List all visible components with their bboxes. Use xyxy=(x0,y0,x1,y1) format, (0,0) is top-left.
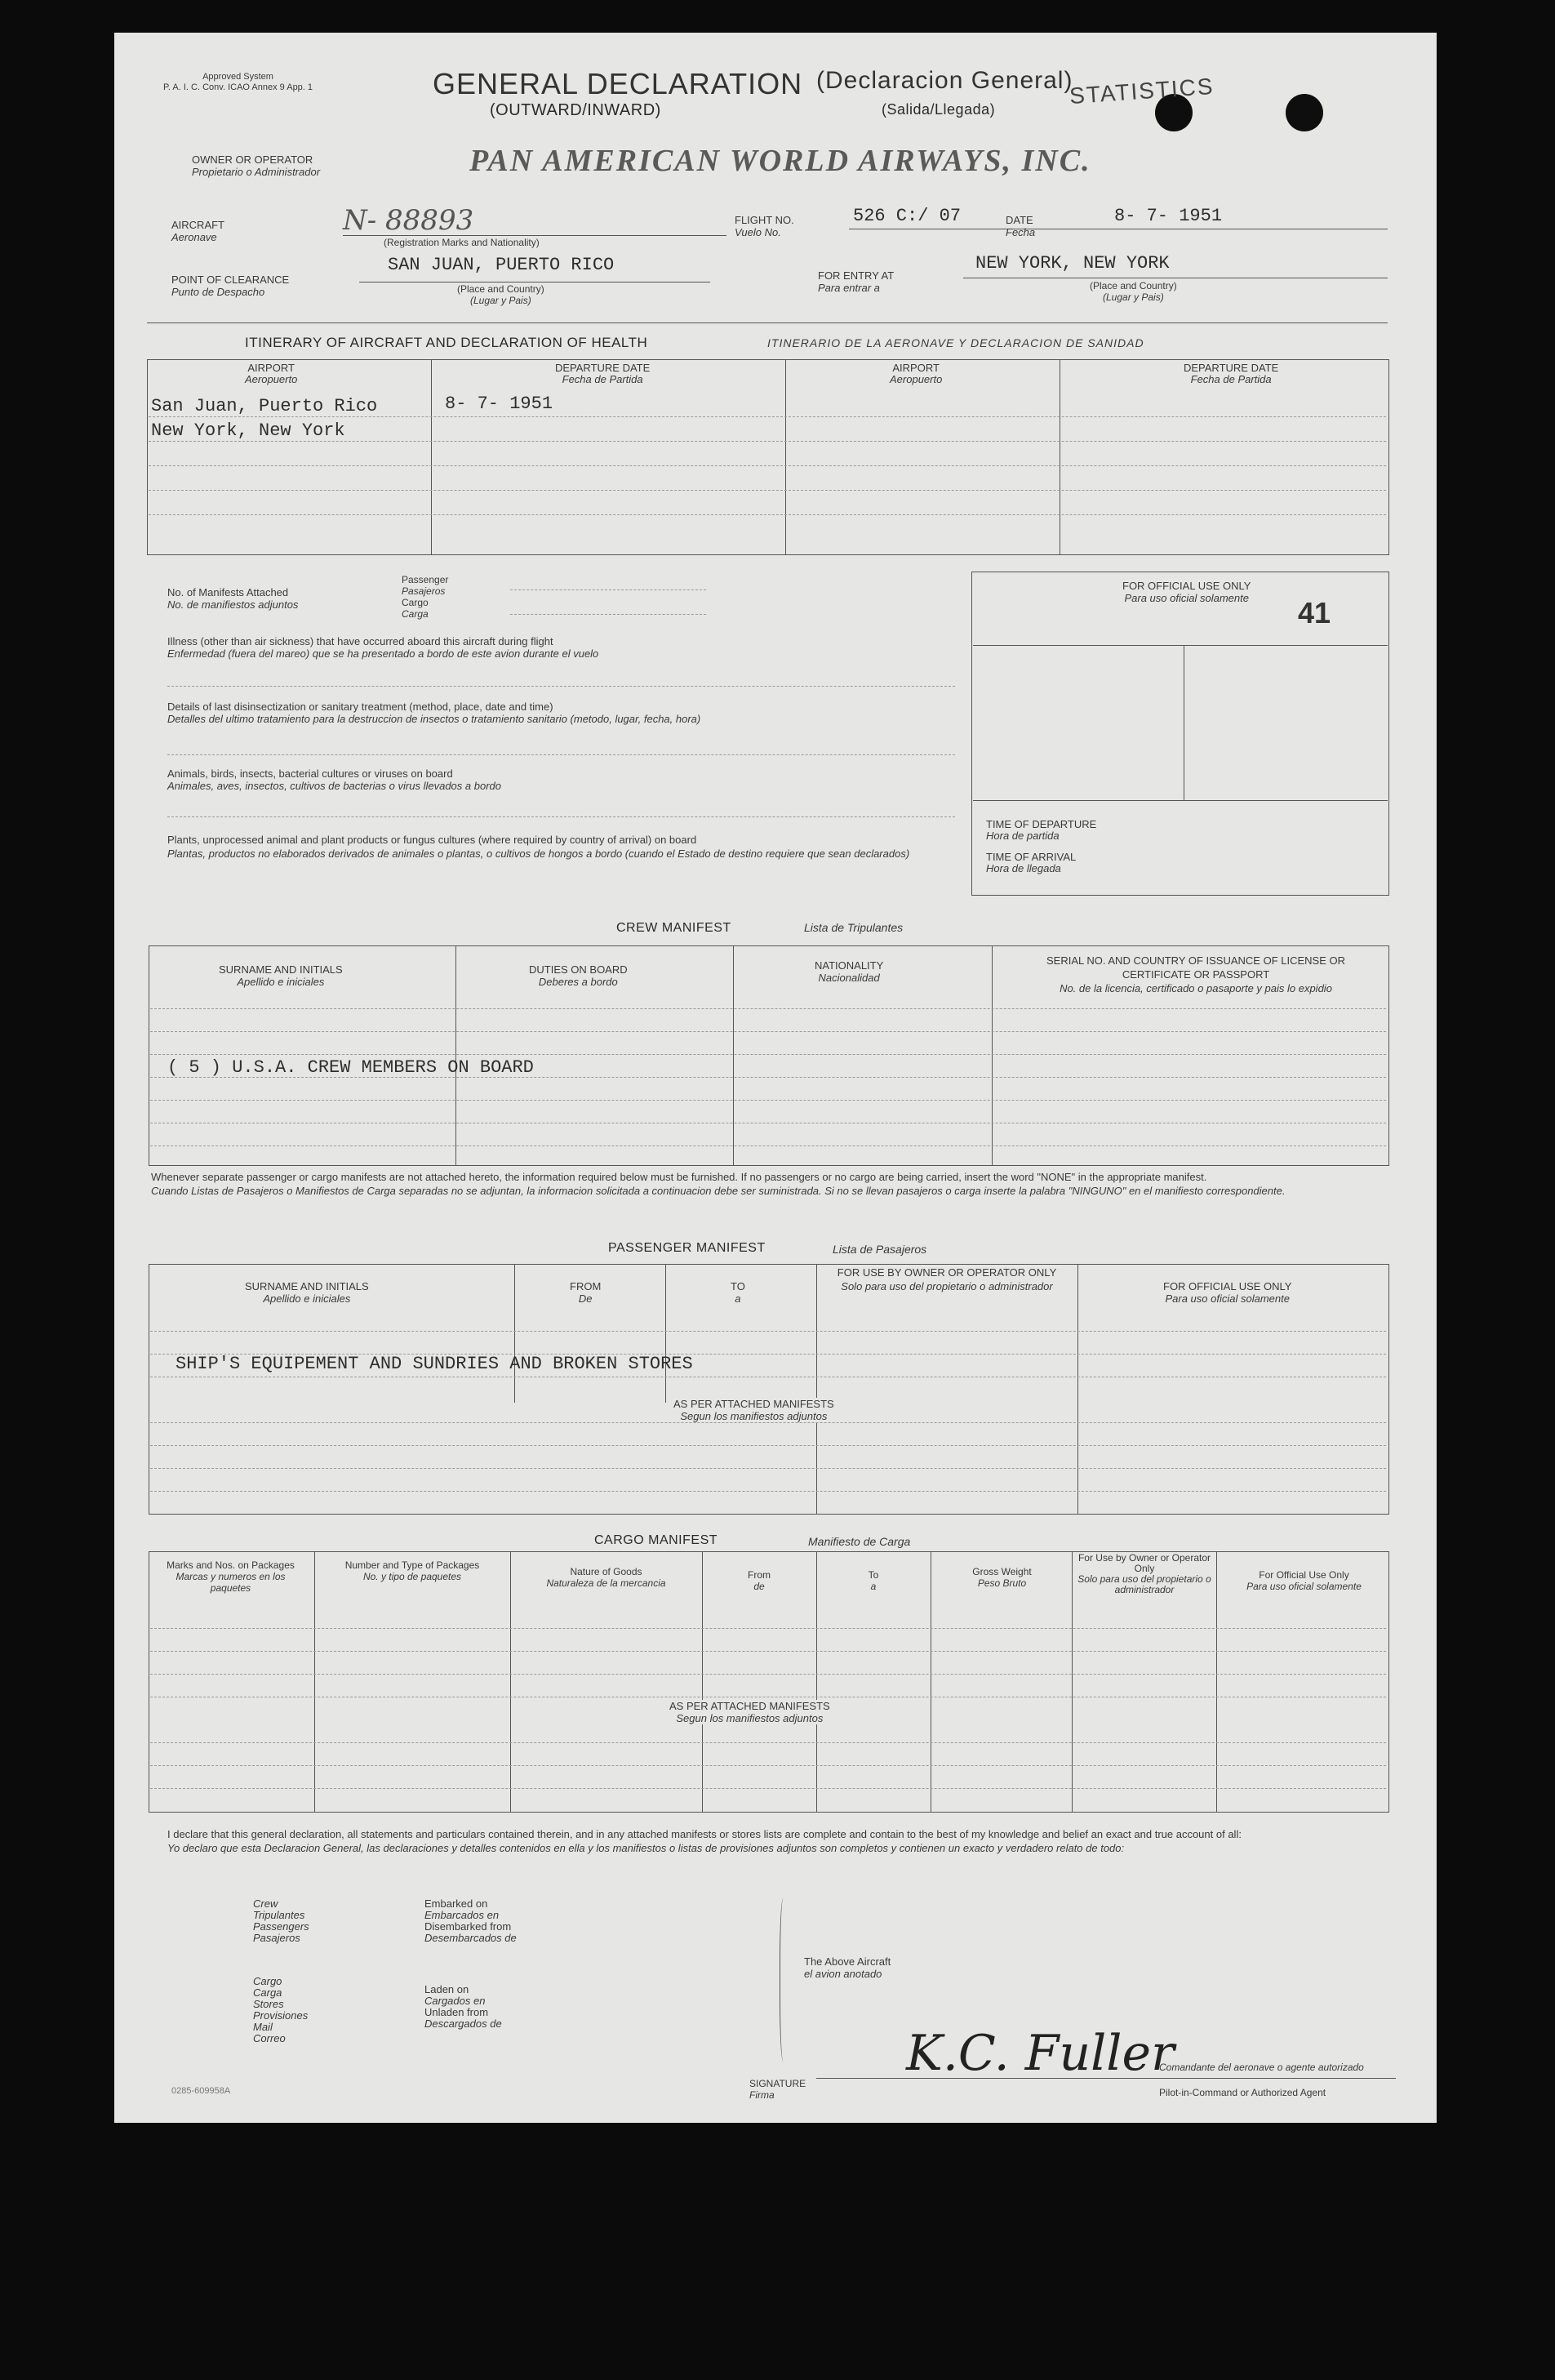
mail-es: Correo xyxy=(253,2032,286,2044)
flight-date: 8- 7- 1951 xyxy=(1114,206,1223,226)
rule xyxy=(510,614,706,615)
manifests-es: No. de manifiestos adjuntos xyxy=(167,598,299,611)
col-es: Marcas y numeros en los paquetes xyxy=(175,1571,286,1594)
aircraft-reference xyxy=(804,1955,891,1980)
commander-label: Pilot-in-Command or Authorized Agent xyxy=(1159,2087,1326,2098)
col-en: Marks and Nos. on Packages xyxy=(167,1559,295,1571)
entry-note xyxy=(1090,280,1177,303)
rule xyxy=(150,1788,1386,1789)
itinerary-col-departure-2 xyxy=(1184,363,1278,385)
col-en: TO xyxy=(731,1280,745,1292)
col-es: Para uso oficial solamente xyxy=(1246,1581,1362,1592)
rule xyxy=(150,1008,1386,1009)
official-title-es: Para uso oficial solamente xyxy=(1124,592,1249,604)
rule xyxy=(510,589,706,590)
divider xyxy=(973,800,1388,801)
col-es: Fecha de Partida xyxy=(562,373,643,385)
disembarked-en: Disembarked from xyxy=(424,1920,512,1933)
col-en: For Official Use Only xyxy=(1259,1569,1349,1581)
crew-en: Crew xyxy=(253,1897,278,1910)
itinerary-heading-es: ITINERARIO DE LA AERONAVE Y DECLARACION DE SANIDAD xyxy=(767,336,1144,349)
rule xyxy=(149,514,1386,515)
signature: K.C. Fuller xyxy=(906,2025,1175,2082)
divider xyxy=(343,235,726,236)
col-en: For Use by Owner or Operator Only xyxy=(1077,1552,1211,1574)
divider xyxy=(973,645,1388,646)
col-es: a xyxy=(735,1292,741,1305)
plants-label xyxy=(167,833,959,861)
col-es: Solo para uso del propietario o administrador xyxy=(841,1280,1053,1292)
divider xyxy=(314,1551,315,1813)
col-es: a xyxy=(870,1581,877,1592)
time-dep-es: Hora de partida xyxy=(986,830,1060,842)
cargo-col xyxy=(322,1559,502,1582)
airport-cell: San Juan, Puerto Rico xyxy=(151,396,378,416)
signature-label-es: Firma xyxy=(749,2089,775,2101)
disinfect-label xyxy=(167,701,700,725)
rule xyxy=(149,441,1386,442)
crew-heading: CREW MANIFEST xyxy=(616,921,731,935)
itinerary-col-airport-2 xyxy=(890,363,942,385)
col-en: FOR OFFICIAL USE ONLY xyxy=(1163,1280,1292,1292)
col-es: Deberes a bordo xyxy=(538,976,618,988)
time-arr-en: TIME OF ARRIVAL xyxy=(986,851,1077,863)
approval-note xyxy=(163,72,313,93)
col-en: DUTIES ON BOARD xyxy=(529,963,628,976)
passenger-es: Pasajeros xyxy=(402,585,446,597)
clearance-label-en: POINT OF CLEARANCE xyxy=(171,274,290,286)
animals-es: Animales, aves, insectos, cultivos de bacterias o virus llevados a bordo xyxy=(167,780,501,792)
col-en: AIRPORT xyxy=(247,362,295,374)
disinfect-es: Detalles del ultimo tratamiento para la destruccion de insectos o tratamiento sanitario (metodo, lugar, fecha, hora) xyxy=(167,713,701,725)
rule xyxy=(150,1765,1386,1766)
departure-cell: 8- 7- 1951 xyxy=(445,394,553,414)
cargo-col xyxy=(939,1566,1065,1589)
rule xyxy=(150,1054,1386,1055)
time-arr-es: Hora de llegada xyxy=(986,862,1061,874)
owner-label xyxy=(192,153,320,178)
rule xyxy=(150,1100,1386,1101)
clearance-note-en: (Place and Country) xyxy=(457,283,544,295)
declaration-lading xyxy=(424,1984,502,2030)
crew-col xyxy=(815,959,883,984)
aircraft-registration: N- 88893 xyxy=(343,204,474,237)
col-es: Apellido e iniciales xyxy=(237,976,325,988)
divider xyxy=(1216,1551,1217,1813)
rule xyxy=(150,1491,1386,1492)
flight-label-es: Vuelo No. xyxy=(735,226,781,238)
cargo-col xyxy=(155,1559,306,1594)
signature-label-en: SIGNATURE xyxy=(749,2078,806,2089)
cargo-col xyxy=(824,1569,922,1592)
flight-label xyxy=(735,214,794,238)
attached-es: Segun los manifiestos adjuntos xyxy=(676,1712,824,1724)
page-title: GENERAL DECLARATION xyxy=(433,67,803,100)
passenger-col xyxy=(245,1280,369,1305)
clearance-label-es: Punto de Despacho xyxy=(171,286,265,298)
date-label-en: DATE xyxy=(1006,214,1033,226)
statistics-stamp: STATISTICS xyxy=(1069,73,1215,109)
col-en: Number and Type of Packages xyxy=(344,1559,480,1571)
subtitle: (OUTWARD/INWARD) xyxy=(490,101,661,119)
illness-label xyxy=(167,635,598,660)
col-es: De xyxy=(578,1292,593,1305)
declaration-text xyxy=(167,1827,1392,1855)
divider xyxy=(514,1264,515,1403)
col-en: SERIAL NO. AND COUNTRY OF ISSUANCE OF LICENSE OR CERTIFICATE OR PASSPORT xyxy=(1046,954,1345,981)
entry-note-es: (Lugar y Pais) xyxy=(1103,291,1164,303)
col-en: SURNAME AND INITIALS xyxy=(219,963,343,976)
col-es: Para uso oficial solamente xyxy=(1165,1292,1290,1305)
aircraft-label-es: Aeronave xyxy=(171,231,217,243)
col-en: Gross Weight xyxy=(972,1566,1032,1577)
col-es: Fecha de Partida xyxy=(1190,373,1272,385)
rule xyxy=(150,1628,1386,1629)
laden-es: Cargados en xyxy=(424,1995,486,2007)
col-en: FOR USE BY OWNER OR OPERATOR ONLY xyxy=(837,1266,1057,1279)
flight-number: 526 C:/ 07 xyxy=(853,206,962,226)
passenger-en: Passenger xyxy=(402,574,449,585)
cargo-es: Carga xyxy=(253,1986,282,1999)
note-es: Cuando Listas de Pasajeros o Manifiestos de Carga separadas no se adjuntan, la informacion solicitada a continuacion debe ser suministrada. Si no se llevan pasajeros o carga inserte la palabra "NINGUNO" en el manifiesto correspondiente. xyxy=(151,1185,1286,1197)
divider xyxy=(785,359,786,555)
divider xyxy=(816,2078,1396,2079)
crew-col xyxy=(529,963,628,988)
divider xyxy=(992,945,993,1166)
itinerary-row xyxy=(151,420,345,441)
entry-value: NEW YORK, NEW YORK xyxy=(975,253,1170,274)
crew-col xyxy=(1016,954,1375,995)
plants-en: Plants, unprocessed animal and plant products or fungus cultures (where required by country of arrival) on board xyxy=(167,834,697,846)
col-en: NATIONALITY xyxy=(815,959,884,972)
col-es: Apellido e iniciales xyxy=(263,1292,351,1305)
cargo-heading-es: Manifiesto de Carga xyxy=(808,1535,911,1548)
time-departure-label xyxy=(986,819,1096,842)
official-use-title xyxy=(1122,580,1251,604)
col-es: de xyxy=(753,1581,765,1592)
col-es: No. y tipo de paquetes xyxy=(362,1571,462,1582)
commander-es: Comandante del aeronave o agente autorizado xyxy=(1159,2062,1364,2073)
cargo-col xyxy=(1224,1569,1384,1592)
owner-label-es: Propietario o Administrador xyxy=(192,166,321,178)
stores-en: Stores xyxy=(253,1998,284,2010)
col-es: No. de la licencia, certificado o pasaporte y pais lo expidio xyxy=(1060,982,1332,994)
manifest-types xyxy=(402,574,448,620)
attached-en: AS PER ATTACHED MANIFESTS xyxy=(669,1700,830,1712)
clearance-label xyxy=(171,274,289,298)
mail-en: Mail xyxy=(253,2021,273,2033)
entry-label-es: Para entrar a xyxy=(818,282,880,294)
passenger-heading: PASSENGER MANIFEST xyxy=(608,1241,766,1255)
time-dep-en: TIME OF DEPARTURE xyxy=(986,818,1097,830)
rule xyxy=(150,1031,1386,1032)
declaration-es: Yo declaro que esta Declaracion General, las declaraciones y detalles contenidos en ella y los manifiestos o listas de provisiones adjuntos son completos y contienen un exacto y verdadero relato de todo: xyxy=(167,1842,1125,1854)
plants-es: Plantas, productos no elaborados derivados de animales o plantas, o cultivos de hongos a bordo (cuando el Estado de destino requiere que sean declarados) xyxy=(167,847,910,860)
rule xyxy=(150,1331,1386,1332)
cargo-col xyxy=(518,1566,694,1589)
col-en: Nature of Goods xyxy=(570,1566,642,1577)
approval-line: Approved System xyxy=(202,72,273,82)
divider xyxy=(455,945,456,1166)
aircraft-label-en: AIRCRAFT xyxy=(171,219,224,231)
passenger-heading-es: Lista de Pasajeros xyxy=(833,1243,927,1256)
note-en: Whenever separate passenger or cargo manifests are not attached hereto, the information required below must be furnished. If no passengers or no cargo are being carried, insert the word "NONE" in the appropriate manifest. xyxy=(151,1171,1207,1183)
col-en: FROM xyxy=(570,1280,602,1292)
col-en: SURNAME AND INITIALS xyxy=(245,1280,369,1292)
rule xyxy=(167,686,955,687)
passenger-col xyxy=(570,1280,601,1305)
entry-label xyxy=(818,269,894,294)
animals-label xyxy=(167,767,501,792)
operator-name: PAN AMERICAN WORLD AIRWAYS, INC. xyxy=(469,144,1091,178)
manifests-label xyxy=(167,586,298,611)
punch-hole xyxy=(1286,94,1323,131)
rule xyxy=(150,1651,1386,1652)
rule xyxy=(149,490,1386,491)
clearance-value: SAN JUAN, PUERTO RICO xyxy=(388,255,615,275)
passenger-col xyxy=(731,1280,745,1305)
crew-col xyxy=(219,963,343,988)
rule xyxy=(149,465,1386,466)
animals-en: Animals, birds, insects, bacterial cultures or viruses on board xyxy=(167,767,453,780)
col-es: Nacionalidad xyxy=(818,972,880,984)
passenger-col xyxy=(1163,1280,1291,1305)
attached-es: Segun los manifiestos adjuntos xyxy=(680,1410,828,1422)
approval-line: P. A. I. C. Conv. ICAO Annex 9 App. 1 xyxy=(163,82,313,92)
cargo-en: Cargo xyxy=(253,1975,282,1987)
divider xyxy=(1072,1551,1073,1813)
declaration-en: I declare that this general declaration, all statements and particulars contained therein, and in any attached manifests or stores lists are complete and contain to the best of my knowledge and belief an exact and true account of all: xyxy=(167,1828,1242,1840)
aircraft-es: el avion anotado xyxy=(804,1968,882,1980)
divider xyxy=(1077,1264,1078,1515)
aircraft-label xyxy=(171,219,224,243)
unladen-en: Unladen from xyxy=(424,2006,489,2018)
divider xyxy=(665,1264,666,1403)
col-en: To xyxy=(868,1569,879,1581)
itinerary-table xyxy=(147,359,1389,555)
declaration-people xyxy=(253,1898,309,1944)
itinerary-heading: ITINERARY OF AIRCRAFT AND DECLARATION OF HEALTH xyxy=(245,335,648,350)
rule xyxy=(149,416,1386,417)
disembarked-es: Desembarcados de xyxy=(424,1932,517,1944)
rule xyxy=(167,816,955,817)
col-en: DEPARTURE DATE xyxy=(555,362,651,374)
time-arrival-label xyxy=(986,852,1076,874)
subtitle-es: (Salida/Llegada) xyxy=(882,101,996,118)
cargo-col xyxy=(1076,1553,1213,1595)
form-number: 0285-609958A xyxy=(171,2086,231,2096)
declaration-embark xyxy=(424,1898,517,1944)
divider xyxy=(733,945,734,1166)
col-en: AIRPORT xyxy=(892,362,940,374)
passengers-en: Passengers xyxy=(253,1920,309,1933)
clearance-note xyxy=(457,283,544,306)
disinfect-en: Details of last disinsectization or sanitary treatment (method, place, date and time) xyxy=(167,701,553,713)
aircraft-note: (Registration Marks and Nationality) xyxy=(384,237,540,248)
passenger-entry: SHIP'S EQUIPEMENT AND SUNDRIES AND BROKEN STORES xyxy=(175,1354,693,1374)
manifest-note xyxy=(151,1170,1392,1198)
col-es: Aeropuerto xyxy=(890,373,943,385)
itinerary-row xyxy=(151,396,377,416)
passengers-es: Pasajeros xyxy=(253,1932,300,1944)
cargo-col xyxy=(710,1569,808,1592)
divider xyxy=(816,1264,817,1515)
owner-label-en: OWNER OR OPERATOR xyxy=(192,153,313,166)
airport-cell: New York, New York xyxy=(151,420,345,441)
stores-es: Provisiones xyxy=(253,2009,309,2022)
date-label xyxy=(1006,214,1035,238)
divider xyxy=(816,1551,817,1813)
col-en: From xyxy=(748,1569,771,1581)
page-title-es: (Declaracion General) xyxy=(816,67,1073,94)
rule xyxy=(150,1674,1386,1675)
official-number: 41 xyxy=(1298,596,1331,629)
passenger-attached xyxy=(673,1398,834,1422)
aircraft-en: The Above Aircraft xyxy=(804,1955,891,1968)
illness-es: Enfermedad (fuera del mareo) que se ha presentado a bordo de este avion durante el vuelo xyxy=(167,647,599,660)
rule xyxy=(150,1445,1386,1446)
embarked-es: Embarcados en xyxy=(424,1909,500,1921)
cargo-en: Cargo xyxy=(402,597,429,608)
crew-es: Tripulantes xyxy=(253,1909,305,1921)
rule xyxy=(167,754,955,755)
signature-label xyxy=(749,2078,806,2101)
crew-entry: ( 5 ) U.S.A. CREW MEMBERS ON BOARD xyxy=(167,1057,534,1078)
rule xyxy=(150,1742,1386,1743)
divider xyxy=(431,359,432,555)
passenger-col xyxy=(833,1266,1061,1293)
entry-label-en: FOR ENTRY AT xyxy=(818,269,895,282)
cargo-es: Carga xyxy=(402,608,429,620)
flight-label-en: FLIGHT NO. xyxy=(735,214,794,226)
official-title-en: FOR OFFICIAL USE ONLY xyxy=(1122,580,1251,592)
col-es: Aeropuerto xyxy=(245,373,298,385)
rule xyxy=(150,1468,1386,1469)
divider xyxy=(510,1551,511,1813)
manifests-en: No. of Manifests Attached xyxy=(167,586,289,598)
declaration-goods xyxy=(253,1976,308,2044)
col-es: Naturaleza de la mercancia xyxy=(546,1577,666,1589)
attached-en: AS PER ATTACHED MANIFESTS xyxy=(673,1398,834,1410)
illness-en: Illness (other than air sickness) that have occurred aboard this aircraft during flight xyxy=(167,635,553,647)
divider xyxy=(702,1551,703,1813)
itinerary-col-airport xyxy=(245,363,297,385)
col-es: Solo para uso del propietario o administrador xyxy=(1077,1573,1211,1595)
rule xyxy=(150,1422,1386,1423)
clearance-note-es: (Lugar y Pais) xyxy=(470,295,531,306)
entry-note-en: (Place and Country) xyxy=(1090,280,1177,291)
unladen-es: Descargados de xyxy=(424,2017,502,2030)
crew-heading-es: Lista de Tripulantes xyxy=(804,921,904,934)
col-es: Peso Bruto xyxy=(977,1577,1027,1589)
cargo-attached xyxy=(669,1700,830,1724)
itinerary-col-departure xyxy=(555,363,650,385)
col-en: DEPARTURE DATE xyxy=(1184,362,1279,374)
embarked-en: Embarked on xyxy=(424,1897,488,1910)
bracket xyxy=(780,1898,789,2062)
cargo-heading: CARGO MANIFEST xyxy=(594,1533,718,1547)
laden-en: Laden on xyxy=(424,1983,469,1995)
date-label-es: Fecha xyxy=(1006,226,1036,238)
